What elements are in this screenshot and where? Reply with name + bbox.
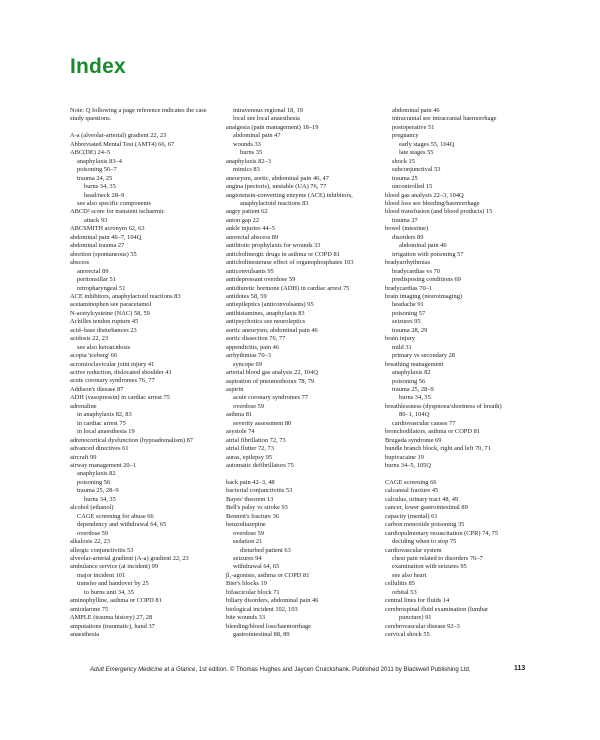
index-entry: carbon monoxide poisoning 35 xyxy=(385,521,465,529)
index-entry: cellulitis 85 xyxy=(385,580,415,588)
index-entry: asystole 74 xyxy=(226,428,255,436)
index-entry: mild 31 xyxy=(392,343,412,351)
index-entry: in cardiac arrest 75 xyxy=(77,419,126,427)
index-entry: headache 91 xyxy=(392,301,424,309)
index-entry: abdominal pain 46 xyxy=(399,242,447,250)
index-entry: Bell's palsy vs stroke 93 xyxy=(226,504,288,512)
index-entry: bupivacaine 19 xyxy=(385,453,424,461)
index-entry: bleeding/blood loss/haemorrhage xyxy=(226,622,312,630)
section-gap xyxy=(385,470,545,478)
index-entry: blood loss see bleeding/haemorrhage xyxy=(385,199,480,207)
index-entry: head/neck 28–9 xyxy=(84,191,125,199)
index-entry: local see local anaesthesia xyxy=(233,115,300,123)
index-entry: sedation 21 xyxy=(233,538,263,546)
footer-book-title: Adult Emergency Medicine at a Glance xyxy=(90,666,196,673)
index-entry: burns 34, 35 xyxy=(399,394,431,402)
index-entry: biliary disorders, abdominal pain 46 xyxy=(226,597,319,605)
index-entry: in anaphylaxis 82, 83 xyxy=(77,411,132,419)
index-entry: analgesia (pain management) 18–19 xyxy=(226,123,319,131)
index-entry: irrigation with poisoning 57 xyxy=(392,250,464,258)
index-entry: aortic aneurysm, abdominal pain 46 xyxy=(226,326,318,334)
index-entry: ABCD² score for transient ischaemic xyxy=(70,208,165,216)
index-entry: abdominal pain 46 xyxy=(392,107,440,114)
index-entry: cancer, lower gastrointestinal 89 xyxy=(385,504,468,512)
index-entry: acromioclavicular joint injury 41 xyxy=(70,360,155,368)
index-entry: puncture) 91 xyxy=(399,614,432,622)
index-entry: cervical shock 55 xyxy=(385,631,430,639)
index-entry: bradyarrhythmias xyxy=(385,259,431,267)
index-entry: aircraft 99 xyxy=(70,453,97,461)
index-entry: ACE inhibitors, anaphylactoid reactions 83 xyxy=(70,292,181,300)
index-entry: acetaminophen see paracetamol xyxy=(70,301,152,309)
index-entry: transfer and handover by 25 xyxy=(77,580,149,588)
index-entry: trauma 24, 25 xyxy=(77,174,113,182)
index-entry: see also heart xyxy=(392,571,427,579)
index-entry: wounds 33 xyxy=(233,140,261,148)
index-entry: Achilles tendon rupture 45 xyxy=(70,318,139,326)
index-entry: anaphylaxis 82–3 xyxy=(226,157,271,165)
index-entry: antihistamines, anaphylaxis 83 xyxy=(226,309,305,317)
index-entry: examination with seizures 95 xyxy=(392,563,467,571)
index-entry: appendicitis, pain 46 xyxy=(226,343,280,351)
index-entry: CAGE screening for abuse 66 xyxy=(77,512,154,520)
index-entry: trauma 25, 28–9 xyxy=(77,487,119,495)
index-entry: bradycardias 70–1 xyxy=(385,284,433,292)
index-entry: amiodarone 75 xyxy=(70,605,109,613)
index-entry: bronchodilators, asthma or COPD 81 xyxy=(385,428,480,436)
index-entry: abdominal pain 47 xyxy=(233,132,281,140)
index-entry: see also ketoacidosis xyxy=(77,343,131,351)
index-entry: back pain 42–3, 48 xyxy=(226,478,275,486)
index-entry: antipsychotics see neuroleptics xyxy=(226,318,306,326)
index-entry: ABCSMITH acronym 62, 63 xyxy=(70,225,145,233)
index-entry: breathlessness (dyspnoea/shortness of breath) xyxy=(385,402,502,410)
index-entry: calcaneal fracture 45 xyxy=(385,487,439,495)
index-entry: deciding when to stop 75 xyxy=(392,538,457,546)
index-entry: overdose 59 xyxy=(77,529,109,537)
index-entry: burns 34, 35 xyxy=(84,183,116,191)
index-entry: cardiopulmonary resuscitation (CPR) 74, 75 xyxy=(385,529,499,537)
index-entry: bundle branch block, right and left 70, 71 xyxy=(385,445,491,453)
index-entry: poisoning 56–7 xyxy=(77,166,117,174)
index-entry: anorectal abscess 89 xyxy=(226,233,279,241)
index-entry: withdrawal 64, 65 xyxy=(233,563,280,571)
index-entry: amputations (traumatic), hand 37 xyxy=(70,622,155,630)
index-entry: angiotensin-converting enzyme (ACE) inhibitors, xyxy=(226,191,353,199)
index-entry: automatic defibrillators 75 xyxy=(226,462,294,470)
index-entry: Brugada syndrome 69 xyxy=(385,436,442,444)
index-entry: postoperative 51 xyxy=(392,123,435,131)
index-entry: predisposing conditions 69 xyxy=(392,276,461,284)
index-entry: bradycardias vs 70 xyxy=(392,267,440,275)
page-number: 113 xyxy=(514,665,526,672)
index-entry: acid–base disturbances 23 xyxy=(70,326,137,334)
index-entry: advanced directives 61 xyxy=(70,445,129,453)
index-entry: bacterial conjunctivitis 53 xyxy=(226,487,293,495)
index-entry: auras, epilepsy 95 xyxy=(226,453,272,461)
index-entry: alkalosis 22, 23 xyxy=(70,538,110,546)
index-entry: N-acetylcysteine (NAC) 58, 59 xyxy=(70,309,150,317)
index-entry: uncontrolled 15 xyxy=(392,183,433,191)
index-entry: breathing management xyxy=(385,360,444,368)
index-entry: β₂-agonists, asthma or COPD 81 xyxy=(226,571,310,579)
index-entry: calculus, urinary tract 48, 49 xyxy=(385,495,459,503)
index-entry: cerebrospinal fluid examination (lumbar xyxy=(385,605,489,613)
index-entry: blood gas analysis 22–3, 104Q xyxy=(385,191,464,199)
index-entry: aneurysm, aortic, abdominal pain 46, 47 xyxy=(226,174,329,182)
index-entry: aminophylline, asthma or COPD 81 xyxy=(70,597,162,605)
index-entry: attack 93 xyxy=(84,216,108,224)
index-entry: antiepileptics (anticonvulsants) 95 xyxy=(226,301,314,309)
index-column-2 xyxy=(226,107,386,640)
index-entry: anaesthesia xyxy=(70,631,100,639)
index-entry: AMPLE (trauma history) 27, 28 xyxy=(70,614,153,622)
index-entry: abdominal pain 46–7, 104Q xyxy=(70,233,142,241)
index-entry: brain imaging (neuroimaging) xyxy=(385,292,463,300)
index-entry: trauma 28, 29 xyxy=(392,326,428,334)
index-entry: trauma 25 xyxy=(392,174,418,182)
index-entry: benzodiazepine xyxy=(226,521,266,529)
index-entry: Abbreviated Mental Test (AMT4) 66, 67 xyxy=(70,140,175,148)
index-entry: chest pain related to disorders 76–7 xyxy=(392,555,483,562)
index-entry: trauma 25, 28–9 xyxy=(392,385,434,393)
index-entry: orbital 53 xyxy=(392,588,417,596)
index-entry: angina (pectoris), unstable (UA) 76, 77 xyxy=(226,183,327,191)
index-entry: arrhythmias 70–3 xyxy=(226,352,271,360)
index-entry: poisoning 56 xyxy=(392,377,426,385)
index-entry: angry patient 62 xyxy=(226,208,268,216)
index-entry: early stages 55, 104Q xyxy=(399,140,455,148)
index-entry: allergic conjunctivitis 53 xyxy=(70,546,134,554)
index-entry: anticholinesterase effect of organophosphates 103 xyxy=(226,259,354,267)
index-entry: Bayes' theorem 13 xyxy=(226,495,274,503)
index-entry: burns 34, 35 xyxy=(84,495,116,503)
index-entry: poisoning 56 xyxy=(77,478,111,486)
index-entry: peritonsillar 51 xyxy=(77,276,116,284)
index-entry: cardiovascular causes 77 xyxy=(392,419,456,427)
index-entry: asthma 81 xyxy=(226,411,253,419)
index-entry: abortion (spontaneous) 55 xyxy=(70,250,137,258)
index-entry: atrial flutter 72, 73 xyxy=(226,445,274,453)
index-entry: acopia 'iceberg' 66 xyxy=(70,352,118,360)
index-entry: arterial blood gas analysis 22, 104Q xyxy=(226,369,318,377)
index-entry: abscess xyxy=(70,259,90,267)
index-entry: antidepressant overdose 59 xyxy=(226,276,296,284)
index-column-3 xyxy=(385,107,545,640)
index-entry: bifascicular block 71 xyxy=(226,588,280,596)
index-entry: seizures 95 xyxy=(392,318,421,326)
index-entry: ankle injuries 44–5 xyxy=(226,225,275,233)
index-entry: overdose 59 xyxy=(233,402,265,410)
index-entry: anticholinergic drugs in asthma or COPD 81 xyxy=(226,250,340,258)
index-entry: mimics 83 xyxy=(233,166,260,174)
index-entry: burns 35 xyxy=(240,149,263,157)
index-entry: aspiration of pneumothorax 78, 79 xyxy=(226,377,315,385)
index-entry: late stages 55 xyxy=(399,149,434,157)
index-entry: anaphylaxis 83–4 xyxy=(77,157,122,165)
footer-rest: , 1st edition. © Thomas Hughes and Jaycen Cruickshank. Published 2011 by Blackwell Publishing Ltd. xyxy=(195,666,471,673)
section-gap xyxy=(226,470,386,478)
index-entry: acute coronary syndromes 77 xyxy=(233,394,309,402)
index-entry: ADH (vasopressin) in cardiac arrest 75 xyxy=(70,394,170,402)
index-entry: anorectal 89 xyxy=(77,267,109,275)
index-entry: brain injury xyxy=(385,335,415,343)
index-note: Note: Q following a page reference indicates the case study questions. xyxy=(70,107,207,123)
index-entry: A-a (alveolar-arterial) gradient 22, 23 xyxy=(70,132,167,140)
index-entry: dependency and withdrawal 64, 65 xyxy=(77,521,167,529)
index-entry: seizures 94 xyxy=(233,555,262,562)
index-entry: acute coronary syndromes 76, 77 xyxy=(70,377,155,385)
index-entry: antidiuretic hormone (ADH) in cardiac arrest 75 xyxy=(226,284,350,292)
index-entry: aortic dissection 76, 77 xyxy=(226,335,286,343)
index-entry: anion gap 22 xyxy=(226,216,260,224)
index-entry: cerebrovascular disease 92–3 xyxy=(385,622,460,630)
index-entry: anticonvulsants 95 xyxy=(226,267,274,275)
index-entry: atrial fibrillation 72, 73 xyxy=(226,436,286,444)
section-gap xyxy=(70,124,230,132)
index-column-1 xyxy=(70,107,230,640)
index-entry: active reduction, dislocated shoulder 41 xyxy=(70,369,172,377)
index-entry: trauma 27 xyxy=(392,216,418,224)
index-entry: anaphylaxis 82 xyxy=(77,470,116,478)
index-entry: central lines for fluids 14 xyxy=(385,597,450,605)
index-entry: alcohol (ethanol) xyxy=(70,504,114,512)
index-entry: see also specific components xyxy=(77,199,152,207)
index-entry: major incident 101 xyxy=(77,571,126,579)
index-entry: capacity (mental) 61 xyxy=(385,512,438,520)
index-entry: subconjunctival 53 xyxy=(392,166,441,174)
index-entry: adrenocortical dysfunction (hypoadrenalism) 87 xyxy=(70,436,193,444)
index-entry: to burns unit 34, 35 xyxy=(84,588,134,596)
index-entry: blood transfusion (and blood products) 15 xyxy=(385,208,493,216)
index-entry: shock 15 xyxy=(392,157,415,165)
index-entry: antibiotic prophylaxis for wounds 33 xyxy=(226,242,321,250)
index-entry: burns 34–5, 105Q xyxy=(385,462,431,470)
index-entry: antidotes 58, 59 xyxy=(226,292,267,300)
index-entry: cardiovascular system xyxy=(385,546,442,554)
index-entry: aspirin xyxy=(226,385,244,393)
index-entry: anaphylaxis 82 xyxy=(392,369,431,377)
index-entry: Addison's disease 87 xyxy=(70,385,124,393)
index-entry: bowel (intestine) xyxy=(385,225,429,233)
index-entry: intracranial see intracranial haemorrhage xyxy=(392,115,497,123)
index-entry: disorders 89 xyxy=(392,233,424,241)
index-entry: biological incident 102, 103 xyxy=(226,605,298,613)
index-entry: pregnancy xyxy=(392,132,419,140)
index-entry: alveolar-arterial gradient (A-a) gradient 22, 23 xyxy=(70,555,189,562)
page-title: Index xyxy=(70,55,126,78)
index-entry: ABC(DE) 24–5 xyxy=(70,149,111,157)
index-entry: overdose 59 xyxy=(233,529,265,537)
index-entry: intravenous regional 18, 19 xyxy=(233,107,303,114)
index-entry: primary vs secondary 28 xyxy=(392,352,456,360)
index-entry: poisoning 57 xyxy=(392,309,426,317)
footer-citation xyxy=(90,666,530,673)
index-entry: syncope 69 xyxy=(233,360,262,368)
index-entry: gastrointestinal 88, 89 xyxy=(233,631,290,639)
index-entry: anaphylactoid reactions 83 xyxy=(240,199,309,207)
index-entry: CAGE screening 66 xyxy=(385,478,437,486)
index-entry: retropharyngeal 51 xyxy=(77,284,126,292)
index-entry: in local anaesthesia 19 xyxy=(77,428,135,436)
index-entry: disturbed patient 63 xyxy=(240,546,291,554)
index-entry: bite wounds 33 xyxy=(226,614,266,622)
index-entry: severity assessment 80 xyxy=(233,419,292,427)
index-entry: acidosis 22, 23 xyxy=(70,335,109,343)
index-entry: Bennett's fracture 36 xyxy=(226,512,279,520)
index-entry: Bier's blocks 19 xyxy=(226,580,267,588)
index-entry: ambulance service (at incident) 99 xyxy=(70,563,159,571)
index-entry: airway management 20–1 xyxy=(70,462,137,470)
index-entry: abdominal trauma 27 xyxy=(70,242,125,250)
index-entry: 80–1, 104Q xyxy=(399,411,430,419)
index-entry: adrenaline xyxy=(70,402,97,410)
